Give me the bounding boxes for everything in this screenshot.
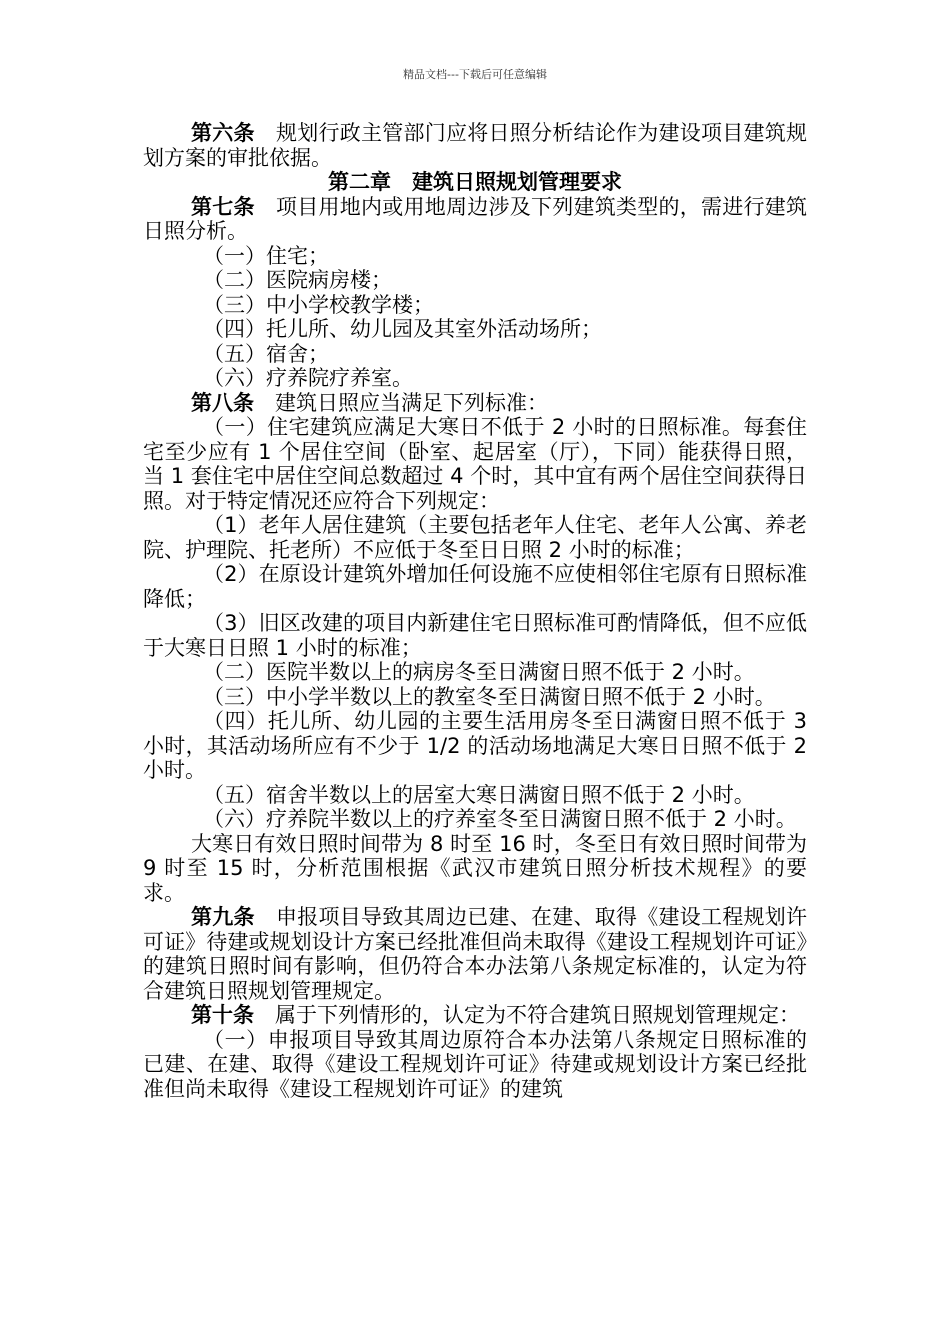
list-item: （二）医院半数以上的病房冬至日满窗日照不低于 2 小时。 bbox=[203, 660, 755, 684]
list-item: （五）宿舍； bbox=[203, 341, 329, 366]
list-item: （六）疗养院疗养室。 bbox=[203, 366, 413, 390]
list-item: （三）中小学校教学楼； bbox=[203, 292, 434, 317]
list-item: （五）宿舍半数以上的居室大寒日满窗日照不低于 2 小时。 bbox=[203, 782, 755, 807]
article-8 bbox=[143, 391, 807, 416]
article-7 bbox=[143, 195, 807, 244]
article-text: 规划行政主管部门应将日照分析结论作为建设项目建筑规划方案的审批依据。 bbox=[143, 121, 807, 170]
article-text: 项目用地内或用地周边涉及下列建筑类型的，需进行建筑日照分析。 bbox=[143, 194, 807, 243]
article-6 bbox=[143, 121, 807, 170]
chapter-title: 第二章 建筑日照规划管理要求 bbox=[328, 170, 622, 194]
list-item: （一）申报项目导致其周边原符合本办法第八条规定日照标准的已建、在建、取得《建设工程规划许可证》待建或规划设计方案已经批准但尚未取得《建设工程规划许可证》的建筑 bbox=[143, 1027, 807, 1101]
sub-item: （2）在原设计建筑外增加任何设施不应使相邻住宅原有日照标准降低； bbox=[143, 562, 807, 611]
article-label: 第十条 bbox=[191, 1003, 254, 1027]
list-item: （六）疗养院半数以上的疗养室冬至日满窗日照不低于 2 小时。 bbox=[203, 807, 797, 831]
list-item: （一）住宅； bbox=[203, 243, 329, 268]
article-label: 第九条 bbox=[191, 905, 255, 929]
article-label: 第七条 bbox=[191, 194, 255, 219]
paragraph: 大寒日有效日照时间带为 8 时至 16 时，冬至日有效日照时间带为 9 时至 15 时，分析范围根据《武汉市建筑日照分析技术规程》的要求。 bbox=[143, 831, 807, 905]
list-item: （四）托儿所、幼儿园及其室外活动场所； bbox=[203, 317, 602, 341]
article-label: 第八条 bbox=[191, 390, 254, 415]
list-item: （四）托儿所、幼儿园的主要生活用房冬至日满窗日照不低于 3 小时，其活动场所应有不少于 1/2 的活动场地满足大寒日日照不低于 2 小时。 bbox=[143, 709, 807, 782]
article-text: 属于下列情形的，认定为不符合建筑日照规划管理规定： bbox=[275, 1003, 800, 1027]
article-label: 第六条 bbox=[191, 121, 255, 145]
page-header: 精品文档---下载后可任意编辑 bbox=[403, 68, 547, 81]
list-item: （三）中小学半数以上的教室冬至日满窗日照不低于 2 小时。 bbox=[203, 684, 776, 709]
list-item: （一）住宅建筑应满足大寒日不低于 2 小时的日照标准。每套住宅至少应有 1 个居住空间（卧室、起居室（厅），下同）能获得日照，当 1 套住宅中居住空间总数超过 4 个时，其中宜有两个居住空间获得日照。对于特定情况还应符合下列规定： bbox=[143, 415, 807, 513]
document-body bbox=[143, 121, 807, 1101]
article-10 bbox=[143, 1003, 807, 1028]
sub-item: （3）旧区改建的项目内新建住宅日照标准可酌情降低，但不应低于大寒日日照 1 小时的标准； bbox=[143, 611, 807, 660]
sub-item: （1）老年人居住建筑（主要包括老年人住宅、老年人公寓、养老院、护理院、托老所）不应低于冬至日日照 2 小时的标准； bbox=[143, 513, 807, 562]
article-text: 申报项目导致其周边已建、在建、取得《建设工程规划许可证》待建或规划设计方案已经批准但尚未取得《建设工程规划许可证》的建筑日照时间有影响，但仍符合本办法第八条规定标准的，认定为符合建筑日照规划管理规定。 bbox=[143, 905, 807, 1003]
article-9 bbox=[143, 905, 807, 1003]
article-text: 建筑日照应当满足下列标准： bbox=[275, 390, 548, 415]
list-item: （二）医院病房楼； bbox=[203, 268, 392, 292]
